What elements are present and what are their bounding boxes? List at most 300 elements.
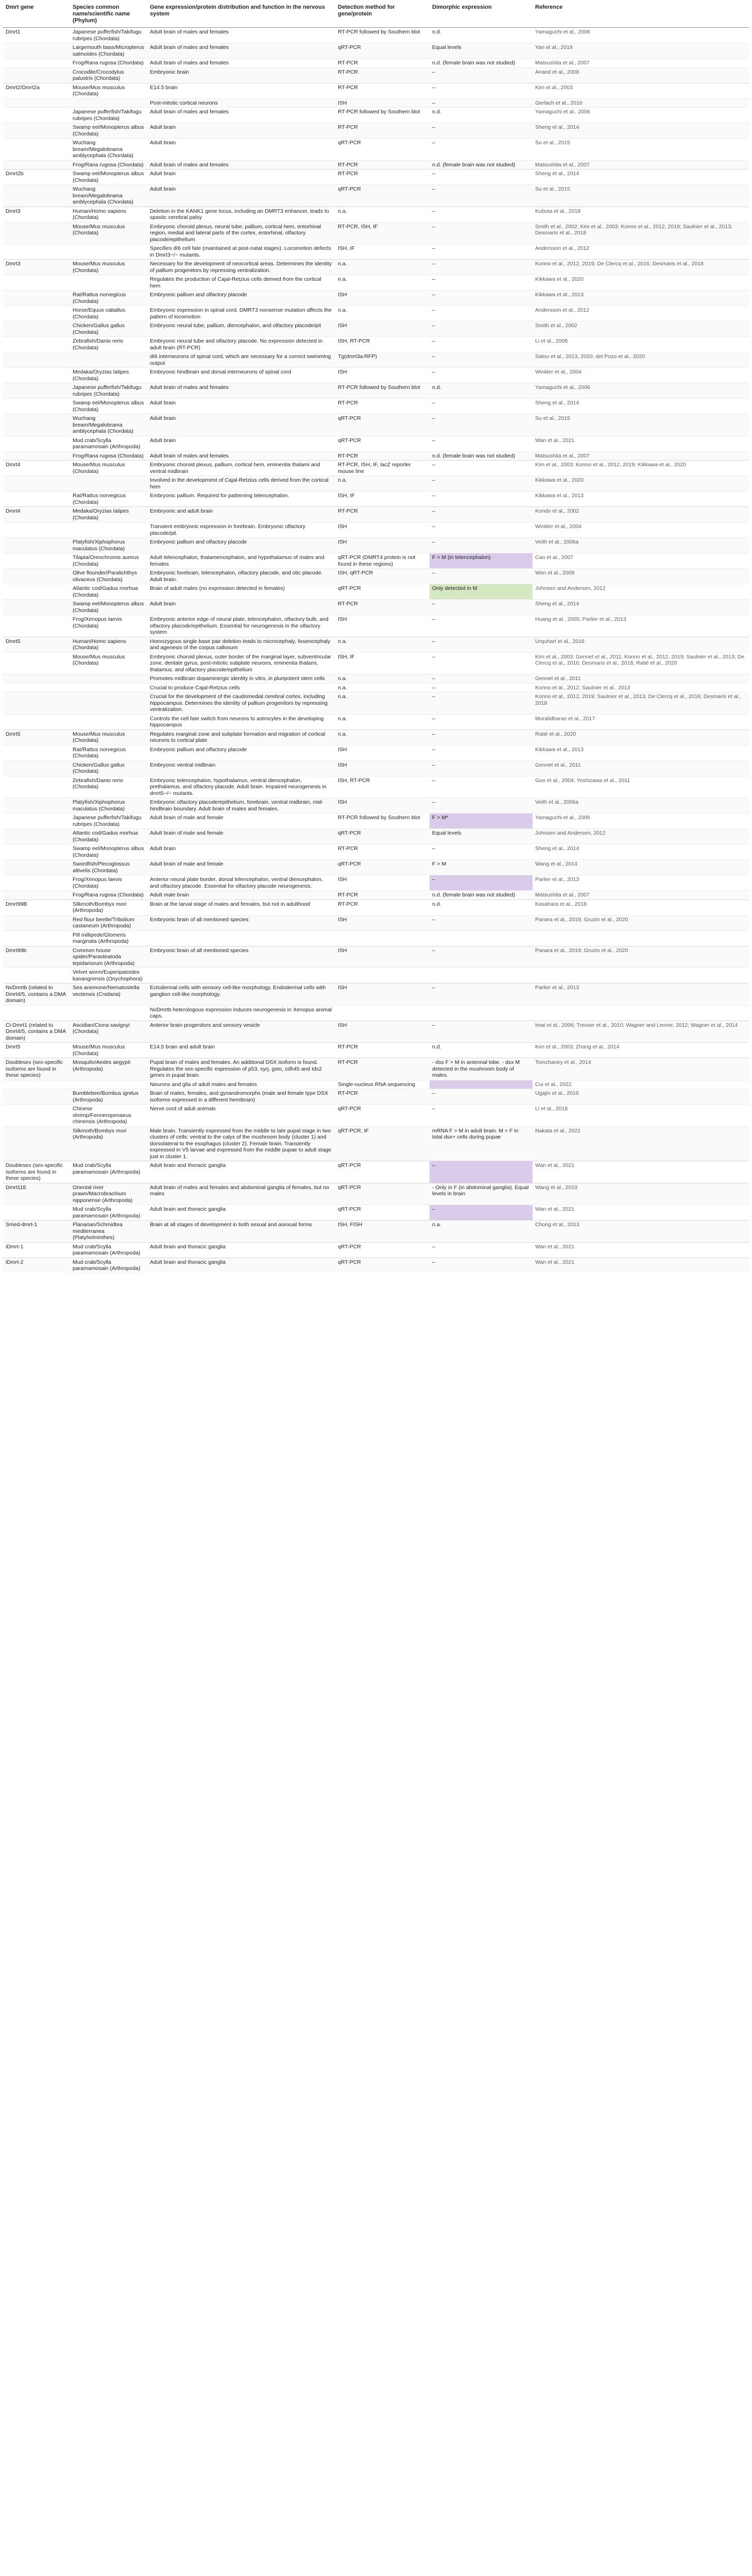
reference-cell: Matsushita et al., 2007 <box>533 59 749 68</box>
expression-cell: Adult brain of males and females <box>147 383 335 399</box>
detection-cell: n.a. <box>335 714 430 730</box>
detection-cell: qRT-PCR (DMRT4 protein is not found in these regions) <box>335 553 430 569</box>
gene-cell <box>3 798 70 814</box>
expression-cell: Embryonic hindbrain and dorsal interneurons of spinal cord <box>147 368 335 383</box>
detection-cell: qRT-PCR <box>335 584 430 600</box>
expression-cell: Adult brain of male and female <box>147 814 335 829</box>
gene-cell <box>3 43 70 59</box>
gene-cell <box>3 683 70 692</box>
table-row <box>3 569 749 584</box>
table-row <box>3 814 749 829</box>
dimorphic-cell: – <box>430 507 533 522</box>
expression-cell: Embryonic olfactory placode/epithelium, forebrain, ventral midbrain, mid-hindbrain boundary. Adult brain of males and females. <box>147 798 335 814</box>
gene-cell <box>3 891 70 900</box>
detection-cell: ISH <box>335 984 430 1006</box>
column-header-dimorphic: Dimorphic expression <box>430 2 533 28</box>
reference-cell: Panara et al., 2019; Gruzin et al., 2020 <box>533 946 749 968</box>
gene-cell <box>3 306 70 321</box>
gene-cell <box>3 692 70 715</box>
gene-cell: Dmrt11E <box>3 1183 70 1205</box>
dimorphic-cell: – <box>430 674 533 684</box>
dimorphic-cell: – <box>430 1161 533 1183</box>
expression-cell: Crucial for the development of the caudomedial cerebral cortex, including hippocampus. Determines the identity of pallium progenitors by repressing ventralization. <box>147 692 335 715</box>
species-cell: Mosquito/Aedes aegypti (Arthropoda) <box>70 1058 147 1080</box>
reference-cell: Gerlach et al., 2016 <box>533 98 749 108</box>
dimorphic-cell: – <box>430 730 533 745</box>
table-body <box>3 28 749 1273</box>
reference-cell: Yamaguchi et al., 2006 <box>533 814 749 829</box>
expression-cell: Embryonic choroid plexus, outer border of the marginal layer, subventricular zone, dentate gyrus, post-mitotic subplate neurons, eminentia thalami, thalamus, and olfactory placode/epithelium <box>147 652 335 674</box>
species-cell: Chicken/Gallus gallus (Chordata) <box>70 760 147 776</box>
reference-cell: Nakata et al., 2021 <box>533 1126 749 1161</box>
reference-cell: Yamaguchi et al., 2006 <box>533 108 749 123</box>
reference-cell: Kubota et al., 2018 <box>533 207 749 222</box>
detection-cell: Single-nucleus RNA sequencing <box>335 1080 430 1089</box>
expression-cell: Brain of males, females, and gynandromorphs (male and female type DSX isoforms expressed in a different hemibrain) <box>147 1089 335 1105</box>
dimorphic-cell: – <box>430 776 533 798</box>
reference-cell: Urquhart et al., 2016 <box>533 637 749 652</box>
reference-cell: Li et al., 2018 <box>533 1105 749 1127</box>
table-row <box>3 1126 749 1161</box>
gene-cell <box>3 436 70 451</box>
detection-cell: RT-PCR <box>335 891 430 900</box>
gene-cell <box>3 123 70 139</box>
species-cell: Mouse/Mus musculus (Chordata) <box>70 1043 147 1058</box>
dimorphic-cell: – <box>430 538 533 553</box>
table-header-row <box>3 2 749 28</box>
detection-cell: qRT-PCR <box>335 860 430 875</box>
expression-cell: dI6 interneurons of spinal cord, which are necessary for a correct swimming output <box>147 352 335 368</box>
species-cell: Mouse/Mus musculus (Chordata) <box>70 222 147 244</box>
detection-cell: ISH, IF <box>335 652 430 674</box>
reference-cell: Winkler et al., 2004 <box>533 368 749 383</box>
dimorphic-cell: – <box>430 399 533 414</box>
dimorphic-cell: n.d. (female brain was not studied) <box>430 59 533 68</box>
expression-cell: Specifies dI6 cell fate (maintained at post-natal stages). Locomotion defects in Dmrt3−/− mutants. <box>147 244 335 260</box>
species-cell <box>70 1005 147 1021</box>
detection-cell: RT-PCR <box>335 160 430 170</box>
table-row <box>3 1080 749 1089</box>
expression-cell: Adult telencephalon, thalamencephalon, and hypothalamus of males and females <box>147 553 335 569</box>
dimorphic-cell: n.d. <box>430 108 533 123</box>
dimorphic-cell: – <box>430 291 533 306</box>
species-cell: Frog/Rana rugosa (Chordata) <box>70 59 147 68</box>
reference-cell: Matsushita et al., 2007 <box>533 451 749 461</box>
table-row <box>3 1058 749 1080</box>
gene-cell <box>3 476 70 492</box>
detection-cell: RT-PCR followed by Southern blot <box>335 383 430 399</box>
table-row <box>3 584 749 600</box>
dimorphic-cell: – <box>430 436 533 451</box>
detection-cell: n.a. <box>335 306 430 321</box>
species-cell <box>70 683 147 692</box>
detection-cell: RT-PCR <box>335 1058 430 1080</box>
reference-cell: Kikkawa et al., 2013 <box>533 492 749 507</box>
species-cell <box>70 1080 147 1089</box>
table-row <box>3 683 749 692</box>
dimorphic-cell: – <box>430 692 533 715</box>
dimorphic-cell: n.d. (female brain was not studied) <box>430 891 533 900</box>
gene-cell <box>3 584 70 600</box>
expression-cell: Anterior neural plate border, dorsal telencephalon, ventral diencephalon, and olfactory placode. Essential for olfactory placode neurogenesis. <box>147 875 335 891</box>
gene-cell: Dmrt4 <box>3 507 70 522</box>
expression-cell: E14.5 brain <box>147 83 335 98</box>
species-cell: Mouse/Mus musculus (Chordata) <box>70 652 147 674</box>
species-cell: Largemouth bass/Micropterus salmoides (Chordata) <box>70 43 147 59</box>
species-cell: Tilapia/Oreochromis aureus (Chordata) <box>70 553 147 569</box>
species-cell: Zebrafish/Danio rerio (Chordata) <box>70 776 147 798</box>
species-cell: Common house spider/Parasteatoda tepidariorum (Arthropoda) <box>70 946 147 968</box>
species-cell: Wuchang bream/Megalobrama amblycephala (Chordata) <box>70 414 147 436</box>
dimorphic-cell: F > M <box>430 860 533 875</box>
table-row <box>3 383 749 399</box>
reference-cell: Imai et al., 2006; Tresser et al., 2010; Wagner and Levine, 2012; Wagner et al., 2014 <box>533 1021 749 1043</box>
table-row <box>3 915 749 930</box>
gene-cell <box>3 875 70 891</box>
detection-cell: n.a. <box>335 683 430 692</box>
detection-cell: ISH <box>335 291 430 306</box>
species-cell: Chinese shrimp/Fenneropenaeus chinensis (Arthropoda) <box>70 1105 147 1127</box>
gene-cell: Dmrt2b <box>3 170 70 185</box>
detection-cell: ISH <box>335 522 430 538</box>
dimorphic-cell: – <box>430 683 533 692</box>
reference-cell: Wang et al., 2019 <box>533 1183 749 1205</box>
expression-cell: Transient embryonic expression in forebrain. Embryonic olfactory placode/pit. <box>147 522 335 538</box>
table-row <box>3 1105 749 1127</box>
gene-cell <box>3 160 70 170</box>
reference-cell: Wan et al., 2021 <box>533 1161 749 1183</box>
table-row <box>3 652 749 674</box>
expression-cell: Embryonic anterior edge of neural plate, telencephalon, olfactory bulb, and olfactory placode/epithelium. Essential for neurogenesis in the olfactory system <box>147 615 335 637</box>
table-row <box>3 1161 749 1183</box>
reference-cell: Konno et al., 2012, 2019; De Clercq et al., 2016; Desmaris et al., 2018 <box>533 260 749 275</box>
gene-cell: Ci-Dmrt1 (related to Dmrt4/5, contains a DMA domain) <box>3 1021 70 1043</box>
expression-cell: Adult brain and thoracic ganglia <box>147 1205 335 1221</box>
species-cell: Silkmoth/Bombyx mori (Arthropoda) <box>70 1126 147 1161</box>
expression-cell: Brain at all stages of development in both sexual and asexual forms <box>147 1221 335 1243</box>
gene-cell <box>3 59 70 68</box>
detection-cell: ISH <box>335 798 430 814</box>
expression-cell <box>147 968 335 984</box>
reference-cell: Johnsen and Andersen, 2012 <box>533 829 749 844</box>
table-row <box>3 337 749 352</box>
table-row <box>3 260 749 275</box>
gene-cell: Dmrt1 <box>3 28 70 43</box>
dimorphic-cell: Equal levels <box>430 829 533 844</box>
species-cell: Japanese pufferfish/Takifugu rubripes (Chordata) <box>70 383 147 399</box>
dimorphic-cell: – <box>430 1105 533 1127</box>
table-row <box>3 674 749 684</box>
gene-cell <box>3 1080 70 1089</box>
gene-cell <box>3 352 70 368</box>
reference-cell: Cao et al., 2007 <box>533 553 749 569</box>
table-row <box>3 798 749 814</box>
dimorphic-cell: – <box>430 337 533 352</box>
expression-cell: Pupal brain of males and females. An additional DSX isoform is found. Regulates the sex-specific expression of p53, syrj, gsto, cdh45 and Ids2 genes in pupal brain. <box>147 1058 335 1080</box>
reference-cell: Chong et al., 2013 <box>533 1221 749 1243</box>
expression-cell: Male brain. Transiently expressed from the middle to late pupal stage in two clusters of cells: ventral to the calyx of the mushroom body (cluster 1) and dorsolateral to the esophagus (cluster 2). Female brain. Transiently expressed in V5 larvae and expressed from the middle pupae to adult stage just in cluster 1. <box>147 1126 335 1161</box>
table-row <box>3 207 749 222</box>
detection-cell: qRT-PCR <box>335 1183 430 1205</box>
gene-cell: Dmrt99B <box>3 900 70 915</box>
gene-cell <box>3 492 70 507</box>
expression-cell: Adult brain of male and female <box>147 829 335 844</box>
gene-cell <box>3 760 70 776</box>
gene-cell <box>3 1105 70 1127</box>
expression-cell: Homozygous single base pair deletion leads to microcephaly, lissencephaly and agenesis of the corpus callosum <box>147 637 335 652</box>
reference-cell <box>533 968 749 984</box>
dimorphic-cell <box>430 1005 533 1021</box>
table-row <box>3 123 749 139</box>
detection-cell: RT-PCR, ISH, IF, lacZ reporter mouse line <box>335 461 430 476</box>
species-cell: Swamp eel/Monopterus albus (Chordata) <box>70 844 147 860</box>
detection-cell <box>335 930 430 946</box>
expression-cell: Adult brain of male and female <box>147 860 335 875</box>
gene-cell <box>3 553 70 569</box>
gene-cell: NvDmrtb (related to Dmrt4/5, contains a DMA domain) <box>3 984 70 1006</box>
reference-cell: Cui et al., 2022 <box>533 1080 749 1089</box>
expression-cell: NvDmrtb heterologous expression induces neurogenesis in Xenopus animal caps. <box>147 1005 335 1021</box>
detection-cell: qRT-PCR <box>335 43 430 59</box>
reference-cell: Kikkawa et al., 2020 <box>533 476 749 492</box>
table-row <box>3 829 749 844</box>
species-cell <box>70 244 147 260</box>
gene-cell <box>3 275 70 291</box>
species-cell: Frog/Xenopus laevis (Chordata) <box>70 875 147 891</box>
detection-cell: ISH <box>335 321 430 337</box>
gene-cell: iDmrt-1 <box>3 1242 70 1258</box>
table-row <box>3 538 749 553</box>
expression-cell: Adult brain and thoracic ganglia <box>147 1242 335 1258</box>
species-cell: Atlantic cod/Gadus morhua (Chordata) <box>70 829 147 844</box>
dimorphic-cell: – <box>430 414 533 436</box>
reference-cell: Wan et al., 2021 <box>533 1242 749 1258</box>
expression-cell: Embryonic pallium and olfactory placode <box>147 745 335 760</box>
reference-cell: Kikkawa et al., 2020 <box>533 275 749 291</box>
species-cell: Zebrafish/Danio rerio (Chordata) <box>70 337 147 352</box>
dimorphic-cell: – <box>430 185 533 207</box>
detection-cell: RT-PCR <box>335 59 430 68</box>
table-row <box>3 1183 749 1205</box>
detection-cell <box>335 1005 430 1021</box>
reference-cell <box>533 930 749 946</box>
table-row <box>3 368 749 383</box>
table-row <box>3 1021 749 1043</box>
detection-cell: RT-PCR <box>335 844 430 860</box>
detection-cell: ISH <box>335 1021 430 1043</box>
expression-cell: Involved in the development of Cajal-Retzius cells derived from the cortical hem <box>147 476 335 492</box>
gene-cell: Dmrt4 <box>3 461 70 476</box>
reference-cell: Johnsen and Andersen, 2012 <box>533 584 749 600</box>
table-row <box>3 170 749 185</box>
expression-cell <box>147 930 335 946</box>
detection-cell: n.a. <box>335 260 430 275</box>
detection-cell: ISH <box>335 760 430 776</box>
gene-cell <box>3 674 70 684</box>
species-cell <box>70 522 147 538</box>
species-cell: Japanese pufferfish/Takifugu rubripes (Chordata) <box>70 108 147 123</box>
table-row <box>3 436 749 451</box>
detection-cell: ISH <box>335 98 430 108</box>
gene-cell: Dmrt5 <box>3 730 70 745</box>
dimorphic-cell: – <box>430 476 533 492</box>
reference-cell: Smith et al., 2002; Kim et al., 2003; Konno et al., 2012, 2019; Saulnier et al., 2013; Desmaris et al., 2018 <box>533 222 749 244</box>
dimorphic-cell: n.d. (female brain was not studied) <box>430 160 533 170</box>
detection-cell: n.a. <box>335 730 430 745</box>
table-row <box>3 875 749 891</box>
dmrt-expression-table <box>3 2 749 1273</box>
species-cell: Japanese pufferfish/Takifugu rubripes (Chordata) <box>70 28 147 43</box>
column-header-reference: Reference <box>533 2 749 28</box>
table-row <box>3 222 749 244</box>
dimorphic-cell: F > M* <box>430 814 533 829</box>
species-cell: Pill millipede/Glomeris marginata (Arthropoda) <box>70 930 147 946</box>
expression-cell: Adult brain of males and females <box>147 59 335 68</box>
dimorphic-cell: – <box>430 83 533 98</box>
detection-cell: n.a. <box>335 207 430 222</box>
table-row <box>3 1221 749 1243</box>
reference-cell: Gennet et al., 2011 <box>533 760 749 776</box>
reference-cell: Satou et al., 2013, 2020; del Pozo et al., 2020 <box>533 352 749 368</box>
reference-cell: Kikkawa et al., 2013 <box>533 291 749 306</box>
gene-cell <box>3 522 70 538</box>
species-cell: Horse/Equus caballus (Chordata) <box>70 306 147 321</box>
table-row <box>3 352 749 368</box>
dimorphic-cell: – <box>430 275 533 291</box>
expression-cell: Adult brain of males and females <box>147 451 335 461</box>
detection-cell: qRT-PCR <box>335 185 430 207</box>
dimorphic-cell: – <box>430 461 533 476</box>
dimorphic-cell: – <box>430 139 533 161</box>
dimorphic-cell: – <box>430 306 533 321</box>
expression-cell: Adult brain <box>147 123 335 139</box>
detection-cell: RT-PCR <box>335 83 430 98</box>
reference-cell: Kim et al., 2003 <box>533 83 749 98</box>
species-cell: Crocodile/Crocodylus palustris (Chordata) <box>70 67 147 83</box>
species-cell: Rat/Rattus norvegicus (Chordata) <box>70 745 147 760</box>
column-header-gene: Dmrt gene <box>3 2 70 28</box>
reference-cell: Parlier et al., 2013 <box>533 875 749 891</box>
detection-cell: n.a. <box>335 476 430 492</box>
dimorphic-cell: – <box>430 67 533 83</box>
dimorphic-cell: – <box>430 522 533 538</box>
table-row <box>3 108 749 123</box>
expression-cell: Adult brain of males and females <box>147 43 335 59</box>
reference-cell: Sheng et al., 2014 <box>533 170 749 185</box>
detection-cell: n.a. <box>335 692 430 715</box>
dimorphic-cell: – <box>430 798 533 814</box>
expression-cell: Adult brain and thoracic ganglia <box>147 1258 335 1273</box>
table-row <box>3 615 749 637</box>
table-row <box>3 730 749 745</box>
species-cell <box>70 674 147 684</box>
column-header-detection: Detection method for gene/protein <box>335 2 430 28</box>
expression-cell: Embryonic brain of all mentioned species <box>147 946 335 968</box>
expression-cell: Anterior brain progenitors and sensory vesicle <box>147 1021 335 1043</box>
expression-cell: Embryonic brain <box>147 67 335 83</box>
reference-cell: Li et al., 2008 <box>533 337 749 352</box>
expression-cell: Embryonic neural tube, pallium, diencephalon, and olfactory placode/pit <box>147 321 335 337</box>
table-row <box>3 553 749 569</box>
expression-cell: Embryonic ventral midbrain <box>147 760 335 776</box>
gene-cell <box>3 399 70 414</box>
table-row <box>3 1043 749 1058</box>
expression-cell: Embryonic brain of all mentioned species <box>147 915 335 930</box>
species-cell: Wuchang bream/Megalobrama amblycephala (Chordata) <box>70 185 147 207</box>
detection-cell: ISH <box>335 368 430 383</box>
detection-cell: ISH <box>335 946 430 968</box>
reference-cell: Sheng et al., 2014 <box>533 844 749 860</box>
detection-cell: ISH <box>335 875 430 891</box>
gene-cell <box>3 915 70 930</box>
table-row <box>3 1242 749 1258</box>
expression-cell: Embryonic pallium and olfactory placode <box>147 538 335 553</box>
table-row <box>3 637 749 652</box>
expression-cell: Embryonic pallium and olfactory placode <box>147 291 335 306</box>
table-row <box>3 1205 749 1221</box>
table-row <box>3 946 749 968</box>
table-row <box>3 461 749 476</box>
expression-cell: Adult brain of males and females <box>147 160 335 170</box>
species-cell: Swamp eel/Monopterus albus (Chordata) <box>70 600 147 615</box>
reference-cell: Wan et al., 2021 <box>533 1205 749 1221</box>
dimorphic-cell: – <box>430 652 533 674</box>
dimorphic-cell: – <box>430 170 533 185</box>
detection-cell: qRT-PCR <box>335 1105 430 1127</box>
detection-cell: RT-PCR followed by Southern blot <box>335 28 430 43</box>
dimorphic-cell: – <box>430 321 533 337</box>
expression-cell: Adult brain <box>147 139 335 161</box>
expression-cell: Adult brain <box>147 436 335 451</box>
gene-cell <box>3 1005 70 1021</box>
detection-cell: RT-PCR <box>335 900 430 915</box>
dimorphic-cell: – <box>430 352 533 368</box>
table-row <box>3 414 749 436</box>
gene-cell <box>3 337 70 352</box>
gene-cell <box>3 714 70 730</box>
dimorphic-cell: – <box>430 123 533 139</box>
gene-cell <box>3 414 70 436</box>
reference-cell: Wan et al., 2021 <box>533 436 749 451</box>
table-row <box>3 67 749 83</box>
expression-cell: Adult brain of males and females <box>147 28 335 43</box>
dimorphic-cell: – <box>430 207 533 222</box>
detection-cell: RT-PCR <box>335 67 430 83</box>
detection-cell: qRT-PCR <box>335 829 430 844</box>
species-cell: Swamp eel/Monopterus albus (Chordata) <box>70 399 147 414</box>
gene-cell: Smed-dmrt-1 <box>3 1221 70 1243</box>
species-cell: Mouse/Mus musculus (Chordata) <box>70 730 147 745</box>
table-row <box>3 891 749 900</box>
gene-cell <box>3 451 70 461</box>
species-cell <box>70 352 147 368</box>
expression-cell: Deletion in the KANK1 gene locus, including an DMRT3 enhancer, leads to spastic cerebral palsy <box>147 207 335 222</box>
species-cell: Platyfish/Xiphophorus maculatus (Chordata) <box>70 538 147 553</box>
expression-cell: Embryonic telencephalon, hypothalamus, ventral diencephalon, prethalamus, and olfactory placode. Adult brain. Impaired neurogenesis in dmrt5−/− mutants. <box>147 776 335 798</box>
table-row <box>3 160 749 170</box>
table-row <box>3 930 749 946</box>
species-cell <box>70 476 147 492</box>
detection-cell: ISH, qRT-PCR <box>335 569 430 584</box>
reference-cell: Wang et al., 2014 <box>533 860 749 875</box>
dimorphic-cell: n.d. <box>430 1043 533 1058</box>
dimorphic-cell: – <box>430 714 533 730</box>
expression-cell: Brain at the larval stage of males and females, but not in adulthood <box>147 900 335 915</box>
table-row <box>3 139 749 161</box>
dimorphic-cell: – <box>430 222 533 244</box>
gene-cell <box>3 321 70 337</box>
expression-cell: Brain of adult males (no expression detected in females) <box>147 584 335 600</box>
